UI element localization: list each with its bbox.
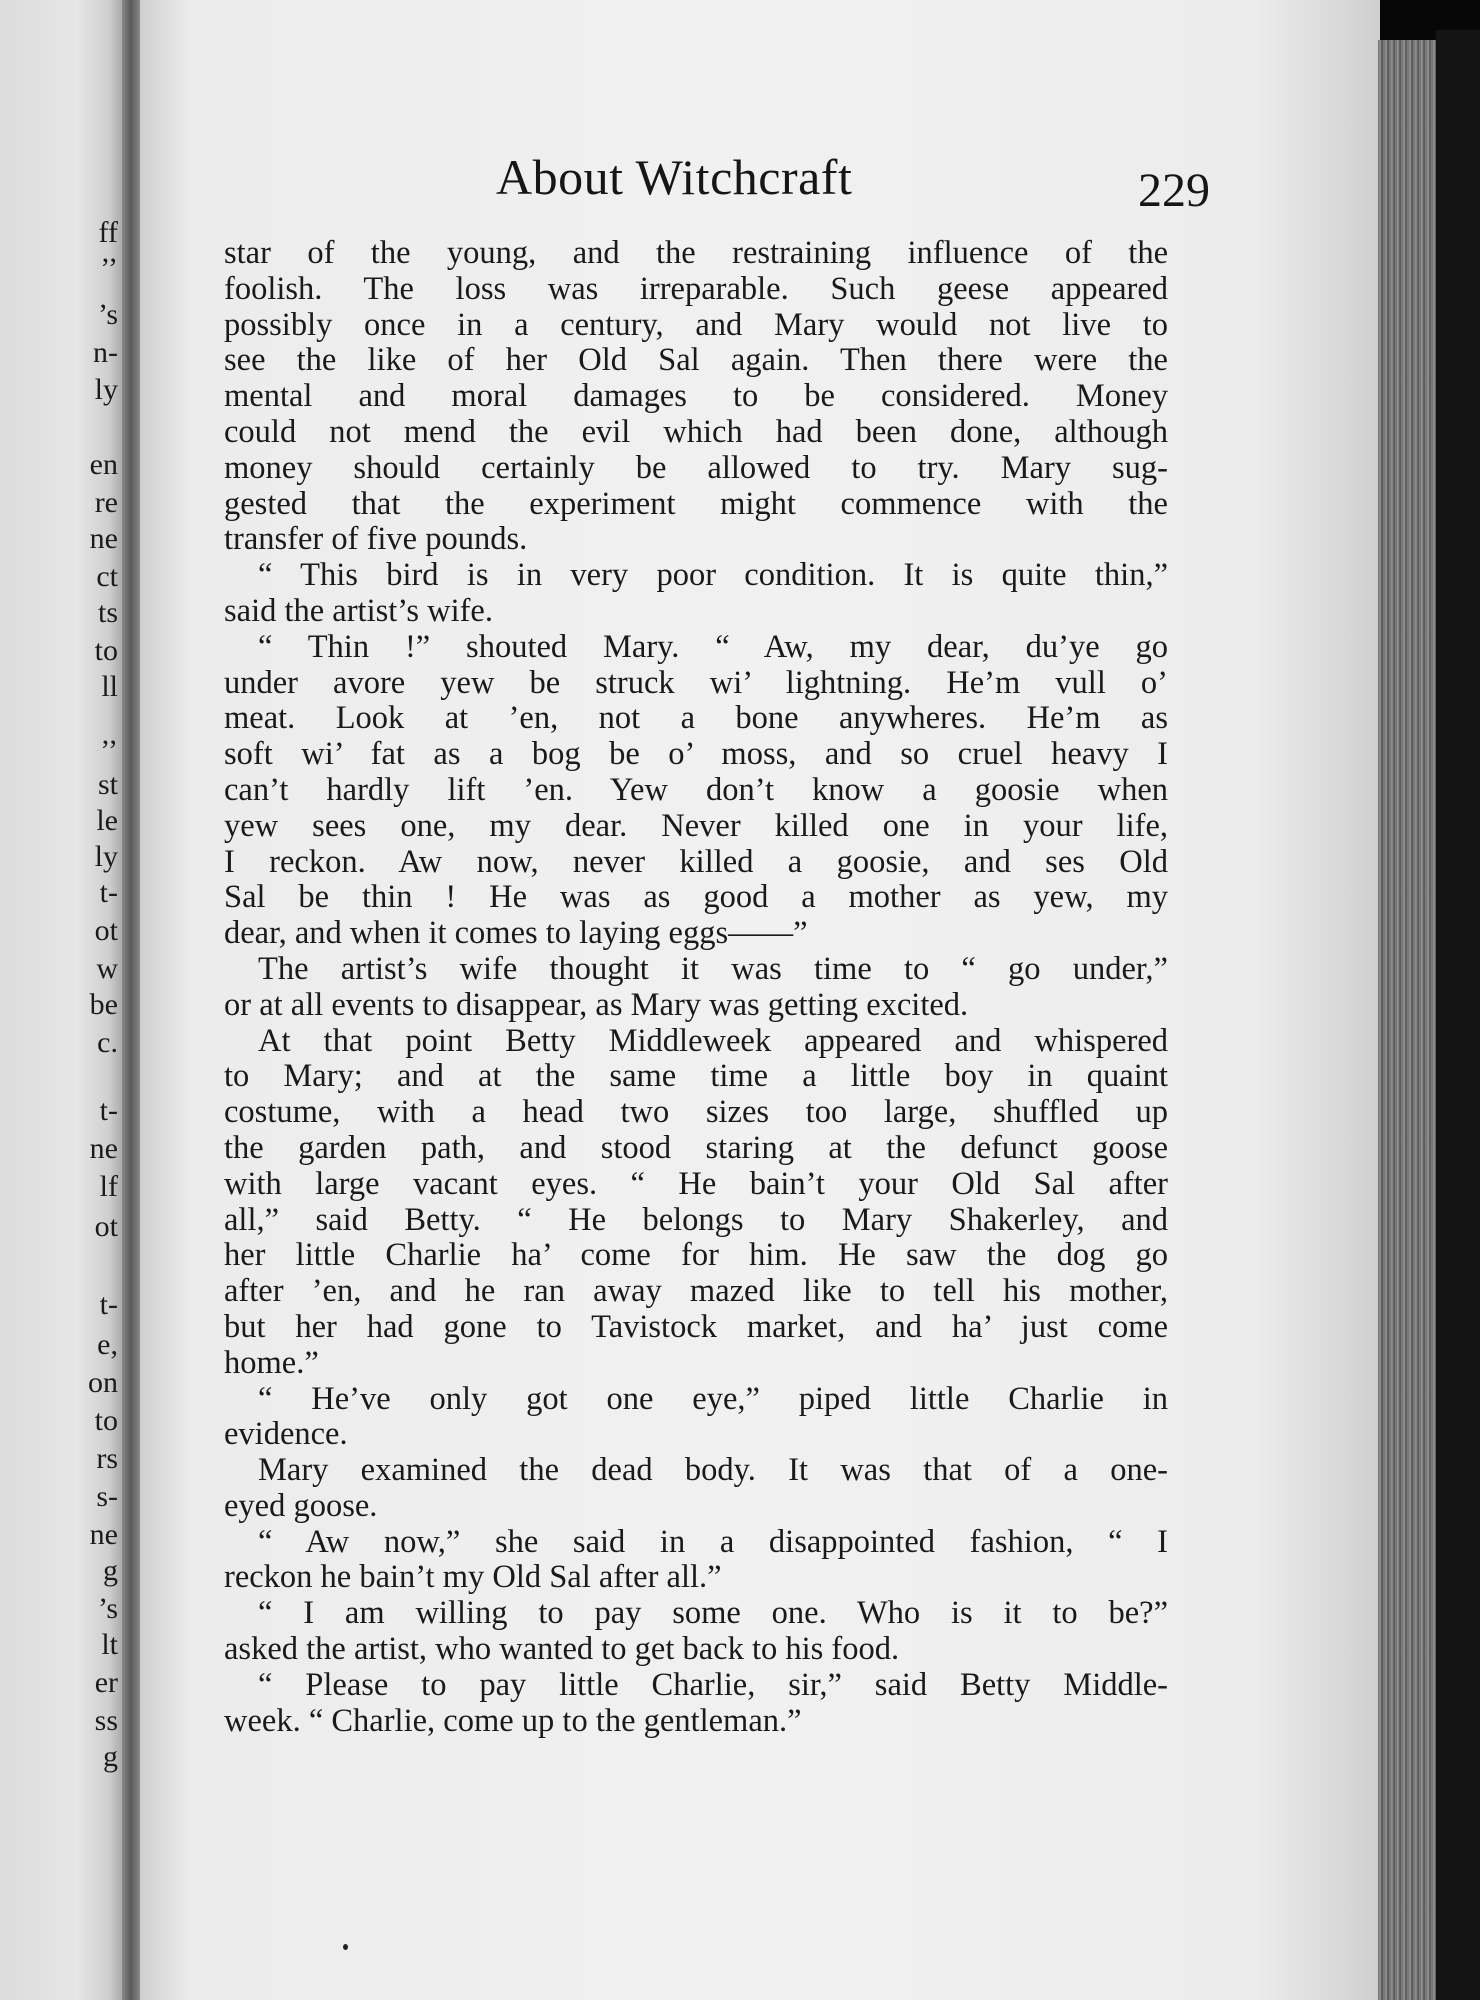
left-page-fragment: ne [89, 522, 118, 555]
ink-speck [343, 1944, 348, 1950]
text-line: can’t hardly lift ’en. Yew don’t know a goosie when [224, 772, 1168, 808]
left-page-fragment: ’s [97, 298, 118, 331]
left-page-fragment: e, [97, 1328, 118, 1361]
text-line: to Mary; and at the same time a little boy in quaint [224, 1059, 1168, 1095]
text-line: soft wi’ fat as a bog be o’ moss, and so cruel heavy I [224, 737, 1168, 773]
left-page-fragment: to [94, 634, 118, 667]
left-page-fragment: w [96, 952, 118, 985]
left-page-fragment: ’’ [100, 252, 118, 285]
left-page-fragment: ss [94, 1704, 118, 1737]
text-line: meat. Look at ’en, not a bone anywheres. He’m as [224, 701, 1168, 737]
text-line: “ Thin !” shouted Mary. “ Aw, my dear, du’ye go [258, 629, 1168, 665]
left-page-fragment: ne [89, 1132, 118, 1165]
text-line: At that point Betty Middleweek appeared and whispered [258, 1023, 1168, 1059]
text-line: under avore yew be struck wi’ lightning. He’m vull o’ [224, 665, 1168, 701]
left-page-fragment: t- [99, 876, 118, 909]
left-page-fragment: be [89, 988, 118, 1021]
text-line: possibly once in a century, and Mary would not live to [224, 307, 1168, 343]
text-line: could not mend the evil which had been done, although [224, 414, 1168, 450]
text-line: Sal be thin ! He was as good a mother as yew, my [224, 880, 1168, 916]
text-line: yew sees one, my dear. Never killed one in your life, [224, 808, 1168, 844]
left-page-fragment: ct [96, 560, 118, 593]
text-line: mental and moral damages to be considered. Money [224, 379, 1168, 415]
text-line: reckon he bain’t my Old Sal after all.” [224, 1560, 722, 1596]
text-line: the garden path, and stood staring at the defunct goose [224, 1130, 1168, 1166]
text-line: transfer of five pounds. [224, 522, 528, 558]
body-text [224, 236, 1168, 1739]
text-line: see the like of her Old Sal again. Then there were the [224, 343, 1168, 379]
left-page-fragment: ne [89, 1518, 118, 1551]
text-line: evidence. [224, 1417, 348, 1453]
text-line: her little Charlie ha’ come for him. He saw the dog go [224, 1238, 1168, 1274]
text-line: “ This bird is in very poor condition. It is quite thin,” [258, 558, 1168, 594]
left-page-fragment: st [97, 768, 118, 801]
left-page-fragment: lt [101, 1628, 118, 1661]
left-page-fragment: er [94, 1666, 118, 1699]
text-line: foolish. The loss was irreparable. Such geese appeared [224, 271, 1168, 307]
left-page-fragment: rs [96, 1442, 118, 1475]
text-line: dear, and when it comes to laying eggs——” [224, 916, 808, 952]
left-page-fragment: g [103, 1740, 118, 1773]
text-line: gested that the experiment might commence with the [224, 486, 1168, 522]
text-line: all,” said Betty. “ He belongs to Mary Shakerley, and [224, 1202, 1168, 1238]
left-page-fragment: ly [94, 373, 118, 406]
text-line: or at all events to disappear, as Mary was getting excited. [224, 987, 969, 1023]
left-facing-page [0, 0, 128, 2000]
text-line: “ Aw now,” she said in a disappointed fashion, “ I [258, 1524, 1168, 1560]
left-page-fragment: ly [94, 840, 118, 873]
left-page-fragment: ot [94, 1210, 118, 1243]
left-page-fragment: on [88, 1366, 118, 1399]
cover-edge [1436, 30, 1480, 2000]
left-page-fragment: n- [93, 336, 118, 369]
text-line: after ’en, and he ran away mazed like to tell his mother, [224, 1274, 1168, 1310]
left-page-fragment: ts [97, 596, 118, 629]
text-line: asked the artist, who wanted to get back to his food. [224, 1632, 900, 1668]
left-page-fragment: ot [94, 914, 118, 947]
left-page-fragment: t- [99, 1288, 118, 1321]
text-line: Mary examined the dead body. It was that of a one- [258, 1453, 1168, 1489]
left-page-fragment: lf [99, 1170, 118, 1203]
left-page-fragment: t- [99, 1094, 118, 1127]
left-page-fragment: en [89, 448, 118, 481]
running-head: About Witchcraft [496, 149, 853, 205]
left-page-fragment: ll [101, 670, 118, 703]
text-line: week. “ Charlie, come up to the gentleman.” [224, 1703, 802, 1739]
text-line: but her had gone to Tavistock market, and ha’ just come [224, 1309, 1168, 1345]
text-line: with large vacant eyes. “ He bain’t your Old Sal after [224, 1166, 1168, 1202]
left-page-fragment: ’’ [100, 734, 118, 767]
page-edges [1378, 40, 1438, 2000]
text-line: The artist’s wife thought it was time to “ go under,” [258, 951, 1168, 987]
page-number: 229 [1138, 164, 1210, 217]
text-line: “ He’ve only got one eye,” piped little Charlie in [258, 1381, 1168, 1417]
left-page-fragment: s- [96, 1480, 118, 1513]
text-line: home.” [224, 1345, 319, 1381]
text-line: I reckon. Aw now, never killed a goosie, and ses Old [224, 844, 1168, 880]
text-line: eyed goose. [224, 1488, 378, 1524]
text-line: costume, with a head two sizes too large, shuffled up [224, 1095, 1168, 1131]
text-line: “ I am willing to pay some one. Who is it to be?” [258, 1596, 1168, 1632]
left-page-fragment: le [96, 804, 118, 837]
left-page-fragment: re [94, 486, 118, 519]
left-page-fragment: g [103, 1554, 118, 1587]
text-line: money should certainly be allowed to try. Mary sug- [224, 450, 1168, 486]
left-page-fragment: c. [97, 1026, 118, 1059]
left-page-fragment: to [94, 1404, 118, 1437]
left-page-fragment: ff [98, 216, 118, 249]
text-line: said the artist’s wife. [224, 593, 493, 629]
left-page-fragment: ’s [97, 1592, 118, 1625]
text-line: “ Please to pay little Charlie, sir,” said Betty Middle- [258, 1667, 1168, 1703]
text-line: star of the young, and the restraining influence of the [224, 236, 1168, 271]
